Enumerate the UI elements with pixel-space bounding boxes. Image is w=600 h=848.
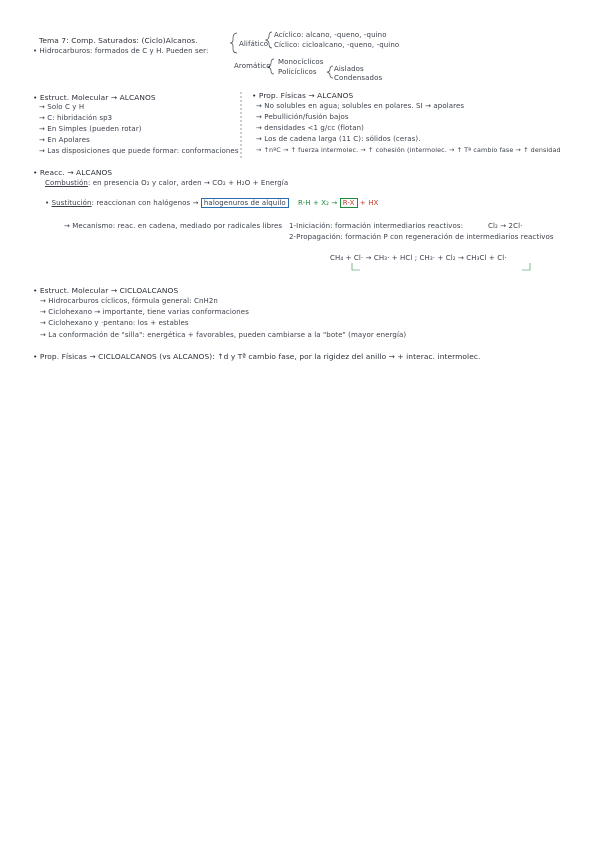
isolated-label: Aislados — [334, 65, 364, 73]
page-title: Tema 7: Comp. Saturados: (Ciclo)Alcanos. — [39, 36, 198, 45]
alkanes-physical-item: → No solubles en agua; solubles en polares. SI → apolares — [256, 102, 465, 110]
halide-box: halogenuros de alquilo — [201, 198, 289, 208]
substitution-equation — [298, 199, 378, 208]
alkanes-structure-item: → Las disposiciones que puede formar: conformaciones — [39, 147, 239, 155]
substitution-label: Sustitución — [51, 199, 92, 207]
propagation-equation: CH₄ + Cl· → CH₃· + HCl ; CH₃· + Cl₂ → CH₃Cl + Cl· — [330, 254, 507, 262]
combustion-line — [45, 179, 288, 188]
alkanes-structure-item: → Solo C y H — [39, 103, 85, 111]
initiation-step: 1-Iniciación: formación intermediarios reactivos: — [289, 222, 464, 230]
alkanes-structure-item: → C: hibridación sp3 — [39, 114, 113, 122]
alkanes-physical-title: • Prop. Físicas → ALCANOS — [252, 91, 354, 100]
substitution-line — [45, 199, 289, 208]
combustion-text: : en presencia O₂ y calor, arden → CO₂ + H₂O + Energía — [87, 179, 289, 187]
alkanes-physical-item: → Los de cadena larga (11 C): sólidos (ceras). — [256, 135, 421, 143]
equation-product: R-X — [340, 198, 358, 208]
acyclic-label: Acíclico: alcano, -queno, -quino — [274, 31, 387, 39]
propagation-step: 2-Propagación: formación P con regeneración de intermediarios reactivos — [289, 233, 554, 241]
polycyclic-label: Policíclicos — [278, 68, 317, 76]
monocyclic-label: Monocíclicos — [278, 58, 324, 66]
alkanes-physical-item: → Pebullición/fusión bajos — [256, 113, 349, 121]
aromatic-label: Aromático — [234, 62, 271, 70]
equation-byproduct: + HX — [359, 199, 379, 207]
initiation-equation: Cl₂ → 2Cl· — [488, 222, 523, 230]
hydrocarbons-definition: • Hidrocarburos: formados de C y H. Pueden ser: — [33, 47, 209, 55]
condensed-label: Condensados — [334, 74, 383, 82]
cycloalkanes-structure-item: → Hidrocarburos cíclicos, fórmula general: CnH2n — [40, 297, 218, 305]
aliphatic-label: Alifático — [239, 40, 269, 48]
combustion-label: Combustión — [45, 179, 88, 187]
cycloalkanes-structure-item: → La conformación de "silla": energética + favorables, pueden cambiarse a la "bote" (mayor energía) — [40, 331, 407, 339]
mechanism-description: → Mecanismo: reac. en cadena, mediado por radicales libres — [64, 222, 283, 230]
alkanes-structure-item: → En Simples (pueden rotar) — [39, 125, 142, 133]
cycloalkanes-physical: • Prop. Físicas → CICLOALCANOS (vs ALCANOS): ↑d y Tª cambio fase, por la rigidez del anillo → + interac. intermolec. — [33, 352, 481, 361]
alkanes-physical-item: → densidades <1 g/cc (flotan) — [256, 124, 365, 132]
alkanes-physical-item: → ↑nºC → ↑ fuerza intermolec. → ↑ cohesión (intermolec. → ↑ Tª cambio fase → ↑ densidad — [256, 146, 561, 154]
alkanes-structure-title: • Estruct. Molecular → ALCANOS — [33, 93, 156, 102]
substitution-text: : reaccionan con halógenos → — [91, 199, 199, 207]
equation-reactants: R-H + X₂ → — [298, 199, 338, 207]
cycloalkanes-structure-title: • Estruct. Molecular → CICLOALCANOS — [33, 286, 179, 295]
alkanes-structure-item: → En Apolares — [39, 136, 90, 144]
cycloalkanes-structure-item: → Ciclohexano y ·pentano: los + estables — [40, 319, 189, 327]
bullet: • — [45, 199, 52, 207]
cycloalkanes-structure-item: → Ciclohexano → importante, tiene varias conformaciones — [40, 308, 249, 316]
cyclic-label: Cíclico: cicloalcano, -queno, -quino — [274, 41, 400, 49]
reactions-title: • Reacc. → ALCANOS — [33, 168, 113, 177]
